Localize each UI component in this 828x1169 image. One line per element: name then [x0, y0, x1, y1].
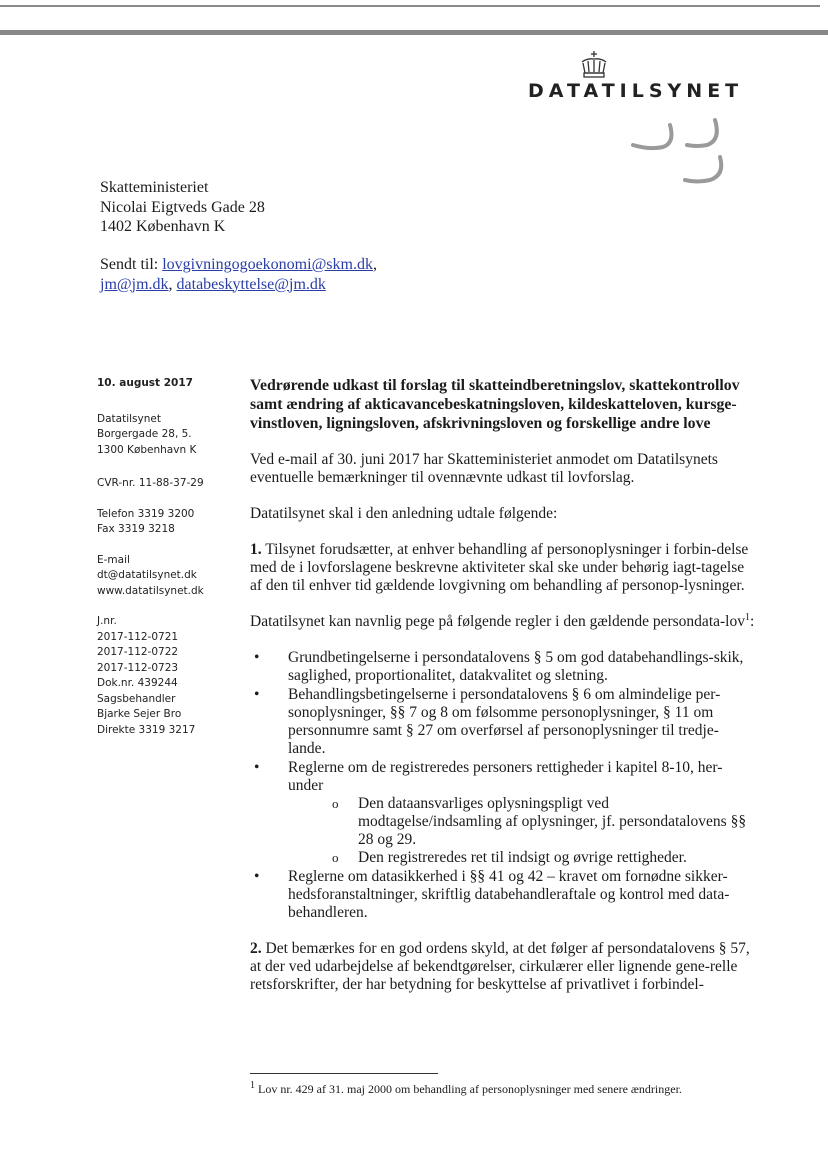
footnote-number: 1 — [250, 1080, 255, 1091]
email-label: E-mail — [97, 553, 130, 566]
footnote-ref[interactable]: 1 — [744, 611, 750, 623]
footnote-text: Lov nr. 429 af 31. maj 2000 om behandling af personoplysninger med senere ændringer. — [255, 1082, 682, 1096]
cvr-number: CVR-nr. 11-88-37-29 — [97, 477, 204, 489]
top-rule — [0, 5, 820, 7]
handwritten-initials — [625, 115, 735, 190]
caseworker-name: Bjarke Sejer Bro — [97, 708, 182, 720]
bullet: • — [254, 649, 260, 666]
sender-org: Datatilsynet — [97, 412, 161, 425]
paragraph: Datatilsynet skal i den anledning udtale følgende: — [250, 505, 558, 522]
list-item-text: Behandlingsbetingelserne i persondatalovens § 6 om almindelige per-sonoplysninger, §§ 7 og 8 om følsomme personoplysninger, § 11 om personnumre samt § 27 om overførsel af personoplysninger til tredje-lande. — [288, 686, 721, 757]
sender-website[interactable]: www.datatilsynet.dk — [97, 584, 204, 597]
sender-street: Borgergade 28, 5. — [97, 428, 192, 440]
footnote-rule — [250, 1073, 438, 1074]
journal-number: 2017-112-0722 — [97, 646, 179, 658]
recipient-line: Nicolai Eigtveds Gade 28 — [100, 198, 265, 216]
list-item — [250, 686, 755, 758]
sub-list-item — [328, 849, 755, 867]
sub-bullet: o — [332, 796, 339, 811]
journal-number: 2017-112-0721 — [97, 630, 179, 643]
paragraph-number: 2. — [250, 940, 262, 957]
email-link-skm[interactable]: lovgivningogoekonomi@skm.dk — [162, 256, 373, 273]
paragraph: Ved e-mail af 30. juni 2017 har Skatteministeriet anmodet om Datatilsynets eventuelle bemærkninger til ovennævnte udkast til lovforslag. — [250, 451, 718, 486]
paragraph-colon: : — [749, 613, 755, 630]
journal-number: 2017-112-0723 — [97, 661, 179, 674]
sender-email[interactable]: dt@datatilsynet.dk — [97, 569, 197, 581]
caseworker-label: Sagsbehandler — [97, 692, 176, 705]
sub-bullet: o — [332, 850, 339, 865]
recipient-line: 1402 København K — [100, 218, 226, 235]
sub-list-item — [328, 795, 755, 849]
bullet: • — [254, 686, 260, 703]
list-item — [250, 649, 755, 685]
sent-to: Sendt til: lovgivningogoekonomi@skm.dk, jm@jm.dk, databeskyttelse@jm.dk — [100, 256, 377, 293]
list-item-text: Reglerne om de registreredes personers rettigheder i kapitel 8-10, her-under — [288, 759, 723, 794]
sub-list-item-text: Den registreredes ret til indsigt og øvrige rettigheder. — [358, 849, 687, 866]
paragraph-text: Det bemærkes for en god ordens skyld, at det følger af persondatalovens § 57, at der ved udarbejdelse af bekendtgørelser, cirkulærer eller lignende gene-relle retsforskrifter, der har betydning for beskyttelse af privatlivet i forbindel- — [250, 940, 750, 993]
recipient-address — [100, 178, 265, 237]
paragraph-numbered — [250, 940, 755, 994]
paragraph-number: 1. — [250, 541, 262, 558]
ref-label: J.nr. — [97, 615, 117, 627]
crown-icon — [578, 50, 610, 80]
fax-number: Fax 3319 3218 — [97, 523, 175, 535]
letter-date: 10. august 2017 — [97, 377, 193, 389]
direct-phone: Direkte 3319 3217 — [97, 723, 196, 736]
list-item — [250, 868, 755, 922]
bullet: • — [254, 868, 260, 885]
footnote — [250, 1082, 770, 1097]
sent-to-label: Sendt til: — [100, 256, 159, 273]
list-item — [250, 759, 755, 867]
email-link-jm[interactable]: jm@jm.dk — [100, 275, 169, 293]
paragraph-text: Datatilsynet kan navnlig pege på følgende regler i den gældende persondata-lov — [250, 613, 745, 630]
sub-list-item-text: Den dataansvarliges oplysningspligt ved modtagelse/indsamling af oplysninger, jf. persondatalovens §§ 28 og 29. — [358, 795, 747, 848]
sub-list — [288, 795, 755, 867]
sender-city: 1300 København K — [97, 443, 197, 456]
email-link-databeskyttelse[interactable]: databeskyttelse@jm.dk — [176, 275, 326, 293]
letter-subject: Vedrørende udkast til forslag til skatteindberetningslov, skattekontrollov samt ændring af akticavancebeskatningsloven, kildeskatteloven, kursge-vinstloven, ligningsloven, afskrivningsloven og forskellige andre love — [250, 377, 740, 432]
paragraph-numbered — [250, 541, 755, 595]
paragraph — [250, 613, 755, 631]
letter-body — [250, 376, 755, 1012]
rules-list — [250, 649, 755, 922]
sender-sidebar — [97, 376, 247, 738]
paragraph-text: Tilsynet forudsætter, at enhver behandling af personoplysninger i forbin-delse med de i lovforslagene beskrevne aktiviteter skal ske under behørig iagt-tagelse af den til enhver tid gældende lovgivning om behandling af personop-lysninger. — [250, 541, 749, 594]
document-number: Dok.nr. 439244 — [97, 677, 178, 689]
brand-name: DATATILSYNET — [528, 80, 744, 102]
recipient-line: Skatteministeriet — [100, 179, 209, 196]
phone-number: Telefon 3319 3200 — [97, 507, 195, 520]
header-band — [0, 30, 828, 35]
list-item-text: Reglerne om datasikkerhed i §§ 41 og 42 – kravet om fornødne sikker-hedsforanstaltninger, skriftlig databehandleraftale og kontrol med data-behandleren. — [288, 868, 730, 921]
bullet: • — [254, 759, 260, 776]
list-item-text: Grundbetingelserne i persondatalovens § 5 om god databehandlings-skik, saglighed, proportionalitet, datakvalitet og sletning. — [288, 649, 744, 684]
